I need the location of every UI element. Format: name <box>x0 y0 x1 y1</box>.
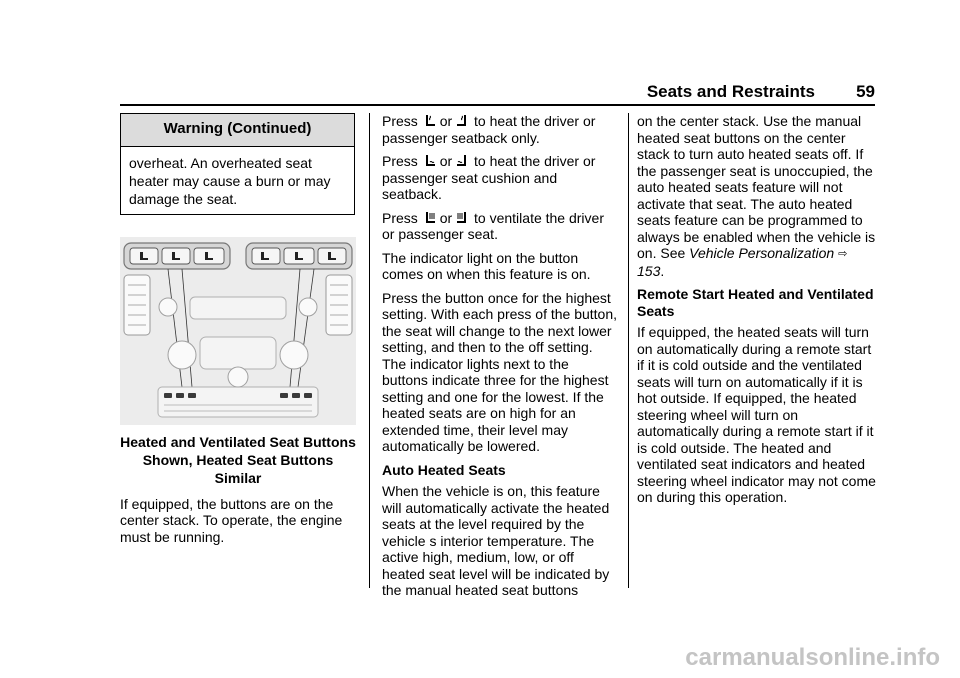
page-header <box>120 82 875 106</box>
column-1 <box>120 113 356 552</box>
cushion-text: to heat the driver or passenger seat cushion and seatback. <box>382 153 596 202</box>
or-text: or <box>439 153 453 169</box>
page-ref-number[interactable]: 153 <box>637 262 661 279</box>
paragraph: If equipped, the heated seats will turn on automatically during a remote start if it is cold outside and the ventilated seats will turn on automatically if it is hot outside. If equipped, the heated steering wheel will turn on automatically during a remote start if it is cold outside. The heated and ventilated seat indicators and heated steering wheel indicator may not come on during this operation. <box>637 324 876 505</box>
warning-title: Warning (Continued) <box>121 114 354 147</box>
paragraph-ventilate <box>382 210 618 243</box>
or-text: or <box>439 209 453 226</box>
warning-box <box>120 113 355 215</box>
passenger-seatback-heat-icon <box>454 113 468 128</box>
press-text: Press <box>382 113 418 129</box>
column-2 <box>382 113 618 606</box>
press-text: Press <box>382 209 418 226</box>
seat-buttons-illustration <box>120 237 356 425</box>
paragraph-cushion <box>382 153 618 203</box>
driver-seatback-heat-icon <box>424 113 438 128</box>
driver-ventilate-icon <box>424 210 438 225</box>
figure-caption: Heated and Ventilated Seat Buttons Shown, Heated Seat Buttons Similar <box>120 433 356 486</box>
auto-continued-text: on the center stack. Use the manual heated seat buttons on the center stack to turn auto heated seats off. If the passenger seat is unoccupied, the auto heated seats feature will not activate that seat. The auto heated seats feature can be programmed to always be enabled when the vehicle is on. See <box>637 113 876 261</box>
subheading-auto-heated-seats: Auto Heated Seats <box>382 461 506 478</box>
paragraph: If equipped, the buttons are on the center stack. To operate, the engine must be running. <box>120 495 343 545</box>
or-text: or <box>439 113 453 129</box>
page-number: 59 <box>856 82 875 101</box>
column-divider <box>369 113 370 588</box>
paragraph: When the vehicle is on, this feature will automatically activate the heated seats at the level required by the vehicle s interior temperature. The active high, medium, low, or off heated seat level will be indicated by the manual heated seat buttons <box>382 483 610 598</box>
warning-body: overheat. An overheated seat heater may cause a burn or may damage the seat. <box>129 154 331 207</box>
seatback-text: to heat the driver or passenger seatback only. <box>382 113 596 146</box>
vehicle-personalization-link[interactable]: Vehicle Personalization <box>689 245 835 261</box>
watermark: carmanualsonline.info <box>685 644 940 671</box>
paragraph: The indicator light on the button comes on when this feature is on. <box>382 249 591 282</box>
driver-cushion-heat-icon <box>424 153 438 168</box>
press-text: Press <box>382 153 418 169</box>
ventilate-text: to ventilate the driver or passenger seat. <box>382 209 604 242</box>
column-divider <box>628 113 629 588</box>
page-ref-arrow-icon: ⇨ <box>838 248 848 260</box>
column-3 <box>637 113 877 513</box>
passenger-ventilate-icon <box>454 210 468 225</box>
paragraph: Press the button once for the highest setting. With each press of the button, the seat will change to the next lower setting, and then to the off setting. The indicator lights next to the buttons indicate three for the highest setting and one for the lowest. If the heated seats are on high for an extended time, their level may automatically be lowered. <box>382 289 618 454</box>
paragraph-seatback <box>382 113 618 146</box>
subheading-remote-start: Remote Start Heated and Ventilated Seats <box>637 286 874 319</box>
section-title: Seats and Restraints <box>646 82 815 101</box>
paragraph-auto-continued: on the center stack. Use the manual heated seat buttons on the center stack to turn auto heated seats off. If the passenger seat is unoccupied, the auto heated seats feature will not activate that seat. The auto heated seats feature can be programmed to always be enabled when the vehicle is on. See Vehicle Personalization ⇨ 153. <box>637 113 876 279</box>
passenger-cushion-heat-icon <box>454 153 468 168</box>
